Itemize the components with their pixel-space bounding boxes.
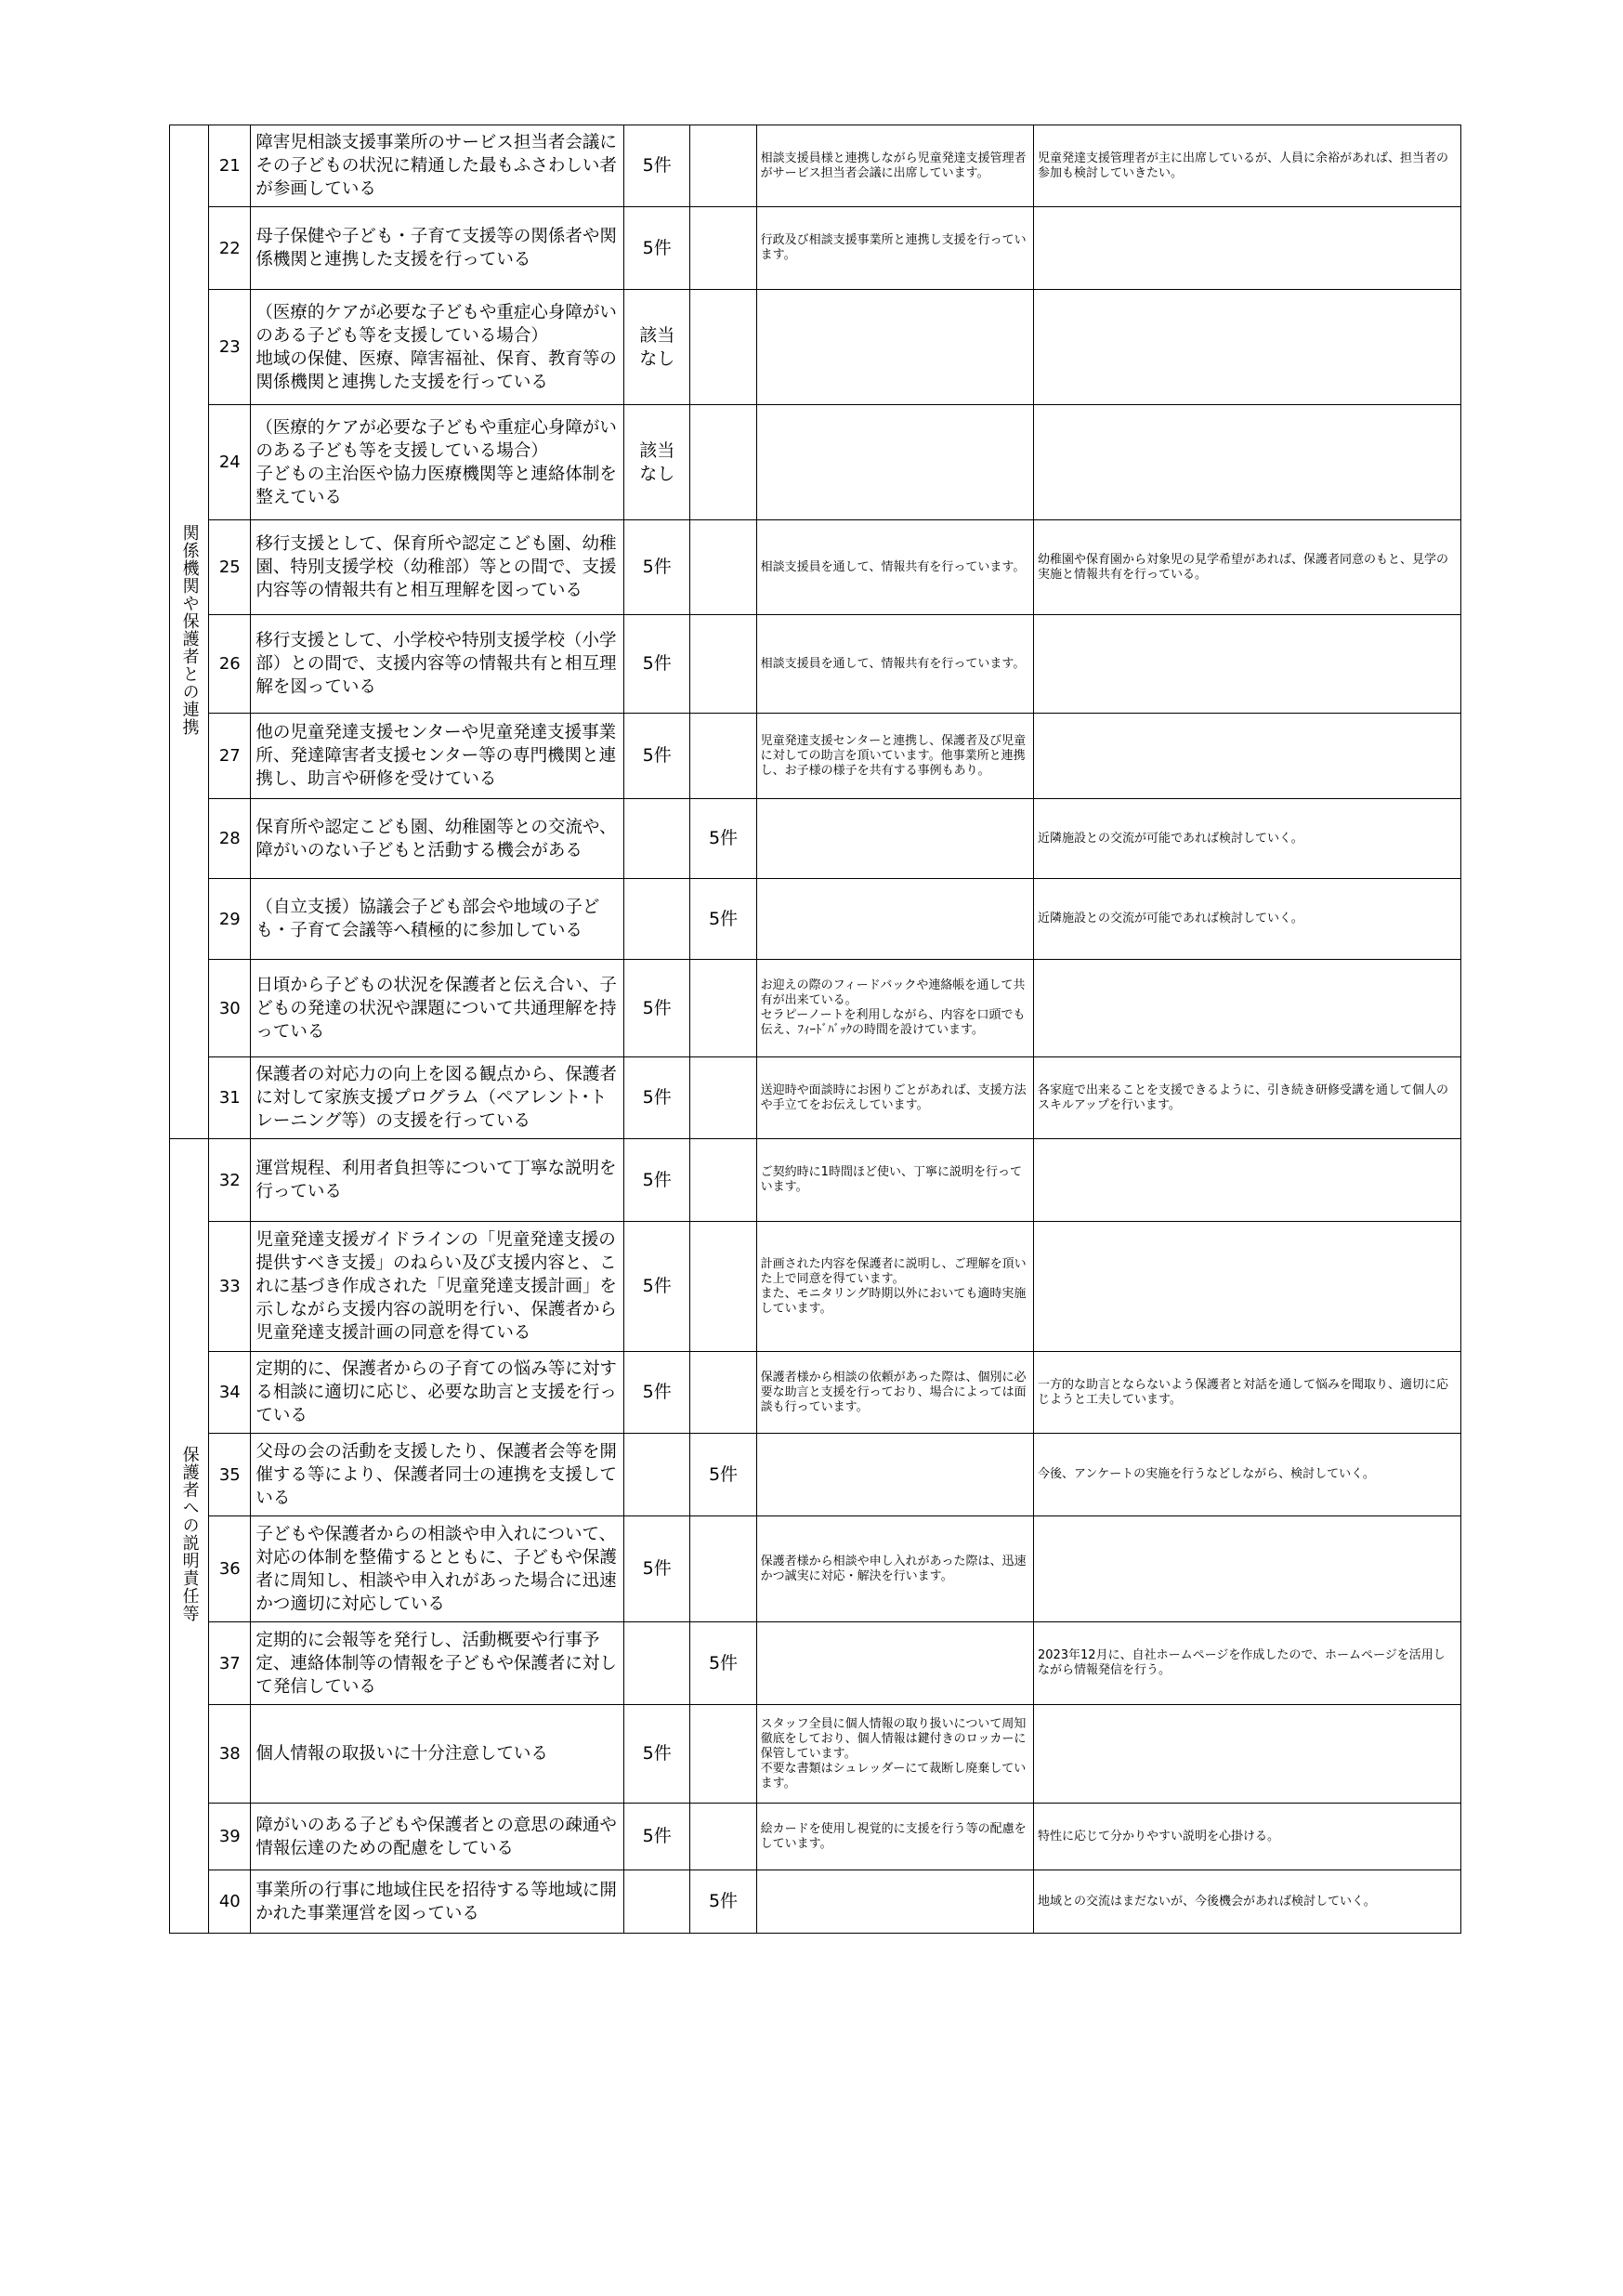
table-row [170,799,1461,879]
answer-yes: 5件 [624,615,690,714]
category-cell-coordination [170,125,209,1139]
row-number: 26 [209,615,251,714]
row-number: 38 [209,1705,251,1804]
table-row [170,1139,1461,1222]
answer-no [690,520,756,615]
improvement-comment: 2023年12月に、自社ホームページを作成したので、ホームページを活用しながら情報発信を行う。 [1033,1622,1460,1705]
answer-yes: 5件 [624,1222,690,1352]
answer-yes [624,1622,690,1705]
answer-yes [624,799,690,879]
table-row [170,1057,1461,1139]
answer-no: 5件 [690,1622,756,1705]
improvement-comment: 特性に応じて分かりやすい説明を心掛ける。 [1033,1804,1460,1870]
table-row [170,125,1461,207]
item-text: 子どもや保護者からの相談や申入れについて、対応の体制を整備するとともに、子どもや保護者に周知し、相談や申入れがあった場合に迅速かつ適切に対応している [251,1516,624,1622]
row-number: 29 [209,879,251,960]
answer-no [690,207,756,290]
item-text: 保育所や認定こども園、幼稚園等との交流や、障がいのない子どもと活動する機会がある [251,799,624,879]
item-text: 定期的に会報等を発行し、活動概要や行事予定、連絡体制等の情報を子どもや保護者に対して発信している [251,1622,624,1705]
answer-no [690,615,756,714]
item-text: 母子保健や子ども・子育て支援等の関係者や関係機関と連携した支援を行っている [251,207,624,290]
facility-comment: 絵カードを使用し視覚的に支援を行う等の配慮をしています。 [756,1804,1033,1870]
answer-no: 5件 [690,879,756,960]
answer-no [690,1139,756,1222]
item-text: 児童発達支援ガイドラインの「児童発達支援の提供すべき支援」のねらい及び支援内容と、これに基づき作成された「児童発達支援計画」を示しながら支援内容の説明を行い、保護者から児童発達支援計画の同意を得ている [251,1222,624,1352]
improvement-comment: 地域との交流はまだないが、今後機会があれば検討していく。 [1033,1870,1460,1934]
facility-comment: 相談支援員を通して、情報共有を行っています。 [756,615,1033,714]
table-row [170,1516,1461,1622]
facility-comment [756,1622,1033,1705]
improvement-comment [1033,290,1460,405]
table-row [170,207,1461,290]
facility-comment: 保護者様から相談や申し入れがあった際は、迅速かつ誠実に対応・解決を行います。 [756,1516,1033,1622]
item-text: 移行支援として、保育所や認定こども園、幼稚園、特別支援学校（幼稚部）等との間で、支援内容等の情報共有と相互理解を図っている [251,520,624,615]
facility-comment: スタッフ全員に個人情報の取り扱いについて周知徹底をしており、個人情報は鍵付きのロッカーに保管しています。 不要な書類はシュレッダーにて裁断し廃棄しています。 [756,1705,1033,1804]
table-row [170,290,1461,405]
table-row [170,615,1461,714]
table-row [170,520,1461,615]
answer-yes: 5件 [624,960,690,1057]
row-number: 37 [209,1622,251,1705]
improvement-comment [1033,1222,1460,1352]
improvement-comment [1033,1705,1460,1804]
improvement-comment: 幼稚園や保育園から対象児の見学希望があれば、保護者同意のもと、見学の実施と情報共有を行っている。 [1033,520,1460,615]
table-row [170,1804,1461,1870]
table-row [170,1352,1461,1434]
answer-yes [624,1434,690,1516]
item-text: （医療的ケアが必要な子どもや重症心身障がいのある子ども等を支援している場合） 地域の保健、医療、障害福祉、保育、教育等の関係機関と連携した支援を行っている [251,290,624,405]
row-number: 36 [209,1516,251,1622]
row-number: 28 [209,799,251,879]
improvement-comment: 近隣施設との交流が可能であれば検討していく。 [1033,799,1460,879]
answer-yes: 該当 なし [624,405,690,520]
facility-comment [756,879,1033,960]
row-number: 22 [209,207,251,290]
table-row [170,1870,1461,1934]
table-row [170,1222,1461,1352]
row-number: 24 [209,405,251,520]
row-number: 31 [209,1057,251,1139]
answer-no [690,1804,756,1870]
facility-comment: 行政及び相談支援事業所と連携し支援を行っています。 [756,207,1033,290]
item-text: 父母の会の活動を支援したり、保護者会等を開催する等により、保護者同士の連携を支援している [251,1434,624,1516]
facility-comment [756,799,1033,879]
answer-no [690,125,756,207]
improvement-comment: 今後、アンケートの実施を行うなどしながら、検討していく。 [1033,1434,1460,1516]
answer-yes: 該当 なし [624,290,690,405]
item-text: 運営規程、利用者負担等について丁寧な説明を行っている [251,1139,624,1222]
row-number: 34 [209,1352,251,1434]
improvement-comment: 各家庭で出来ることを支援できるように、引き続き研修受講を通して個人のスキルアップを行います。 [1033,1057,1460,1139]
answer-no: 5件 [690,1870,756,1934]
category-label: 関係機関や保護者との連携 [179,524,200,736]
item-text: （医療的ケアが必要な子どもや重症心身障がいのある子ども等を支援している場合） 子どもの主治医や協力医療機関等と連絡体制を整えている [251,405,624,520]
row-number: 30 [209,960,251,1057]
answer-yes: 5件 [624,1705,690,1804]
item-text: 移行支援として、小学校や特別支援学校（小学部）との間で、支援内容等の情報共有と相互理解を図っている [251,615,624,714]
row-number: 33 [209,1222,251,1352]
improvement-comment [1033,1139,1460,1222]
facility-comment: お迎えの際のフィードバックや連絡帳を通して共有が出来ている。 セラピーノートを利用しながら、内容を口頭でも伝え、ﾌｨｰﾄﾞﾊﾞｯｸの時間を設けています。 [756,960,1033,1057]
answer-yes [624,879,690,960]
facility-comment: 相談支援員を通して、情報共有を行っています。 [756,520,1033,615]
item-text: 個人情報の取扱いに十分注意している [251,1705,624,1804]
table-body [170,125,1461,1934]
answer-no: 5件 [690,1434,756,1516]
answer-yes: 5件 [624,1804,690,1870]
item-text: （自立支援）協議会子ども部会や地域の子ども・子育て会議等へ積極的に参加している [251,879,624,960]
answer-yes: 5件 [624,1516,690,1622]
facility-comment: 送迎時や面談時にお困りごとがあれば、支援方法や手立てをお伝えしています。 [756,1057,1033,1139]
answer-yes: 5件 [624,520,690,615]
improvement-comment [1033,405,1460,520]
facility-comment [756,1434,1033,1516]
row-number: 40 [209,1870,251,1934]
row-number: 35 [209,1434,251,1516]
improvement-comment: 一方的な助言とならないよう保護者と対話を通して悩みを聞取り、適切に応じようと工夫しています。 [1033,1352,1460,1434]
answer-no [690,405,756,520]
answer-no [690,1516,756,1622]
table-row [170,1434,1461,1516]
facility-comment: 児童発達支援センターと連携し、保護者及び児童に対しての助言を頂いています。他事業所と連携し、お子様の様子を共有する事例もあり。 [756,714,1033,799]
answer-no [690,1352,756,1434]
row-number: 21 [209,125,251,207]
answer-no [690,1705,756,1804]
improvement-comment [1033,207,1460,290]
row-number: 25 [209,520,251,615]
improvement-comment [1033,615,1460,714]
category-label: 保護者への説明責任等 [179,1446,200,1622]
item-text: 障害児相談支援事業所のサービス担当者会議にその子どもの状況に精通した最もふさわしい者が参画している [251,125,624,207]
facility-comment [756,290,1033,405]
table-row [170,1622,1461,1705]
answer-yes: 5件 [624,125,690,207]
answer-yes: 5件 [624,1139,690,1222]
evaluation-table [169,125,1461,1934]
item-text: 日頃から子どもの状況を保護者と伝え合い、子どもの発達の状況や課題について共通理解を持っている [251,960,624,1057]
facility-comment: 計画された内容を保護者に説明し、ご理解を頂いた上で同意を得ています。 また、モニタリング時期以外においても適時実施しています。 [756,1222,1033,1352]
facility-comment: 相談支援員様と連携しながら児童発達支援管理者がサービス担当者会議に出席しています。 [756,125,1033,207]
table-row [170,405,1461,520]
answer-yes: 5件 [624,1057,690,1139]
improvement-comment [1033,714,1460,799]
table-row [170,1705,1461,1804]
answer-no [690,1057,756,1139]
answer-no [690,1222,756,1352]
answer-yes [624,1870,690,1934]
answer-no [690,714,756,799]
item-text: 保護者の対応力の向上を図る観点から、保護者に対して家族支援プログラム（ペアレント･トレーニング等）の支援を行っている [251,1057,624,1139]
answer-no: 5件 [690,799,756,879]
improvement-comment: 児童発達支援管理者が主に出席しているが、人員に余裕があれば、担当者の参加も検討していきたい。 [1033,125,1460,207]
answer-yes: 5件 [624,207,690,290]
row-number: 39 [209,1804,251,1870]
item-text: 他の児童発達支援センターや児童発達支援事業所、発達障害者支援センター等の専門機関と連携し、助言や研修を受けている [251,714,624,799]
table-row [170,960,1461,1057]
item-text: 事業所の行事に地域住民を招待する等地域に開かれた事業運営を図っている [251,1870,624,1934]
facility-comment: 保護者様から相談の依頼があった際は、個別に必要な助言と支援を行っており、場合によっては面談も行っています。 [756,1352,1033,1434]
answer-no [690,960,756,1057]
facility-comment [756,1870,1033,1934]
answer-no [690,290,756,405]
row-number: 32 [209,1139,251,1222]
improvement-comment: 近隣施設との交流が可能であれば検討していく。 [1033,879,1460,960]
item-text: 障がいのある子どもや保護者との意思の疎通や情報伝達のための配慮をしている [251,1804,624,1870]
table-row [170,714,1461,799]
facility-comment: ご契約時に1時間ほど使い、丁寧に説明を行っています。 [756,1139,1033,1222]
table-row [170,879,1461,960]
improvement-comment [1033,1516,1460,1622]
category-cell-accountability [170,1139,209,1934]
row-number: 27 [209,714,251,799]
facility-comment [756,405,1033,520]
item-text: 定期的に、保護者からの子育ての悩み等に対する相談に適切に応じ、必要な助言と支援を行っている [251,1352,624,1434]
row-number: 23 [209,290,251,405]
answer-yes: 5件 [624,714,690,799]
answer-yes: 5件 [624,1352,690,1434]
improvement-comment [1033,960,1460,1057]
